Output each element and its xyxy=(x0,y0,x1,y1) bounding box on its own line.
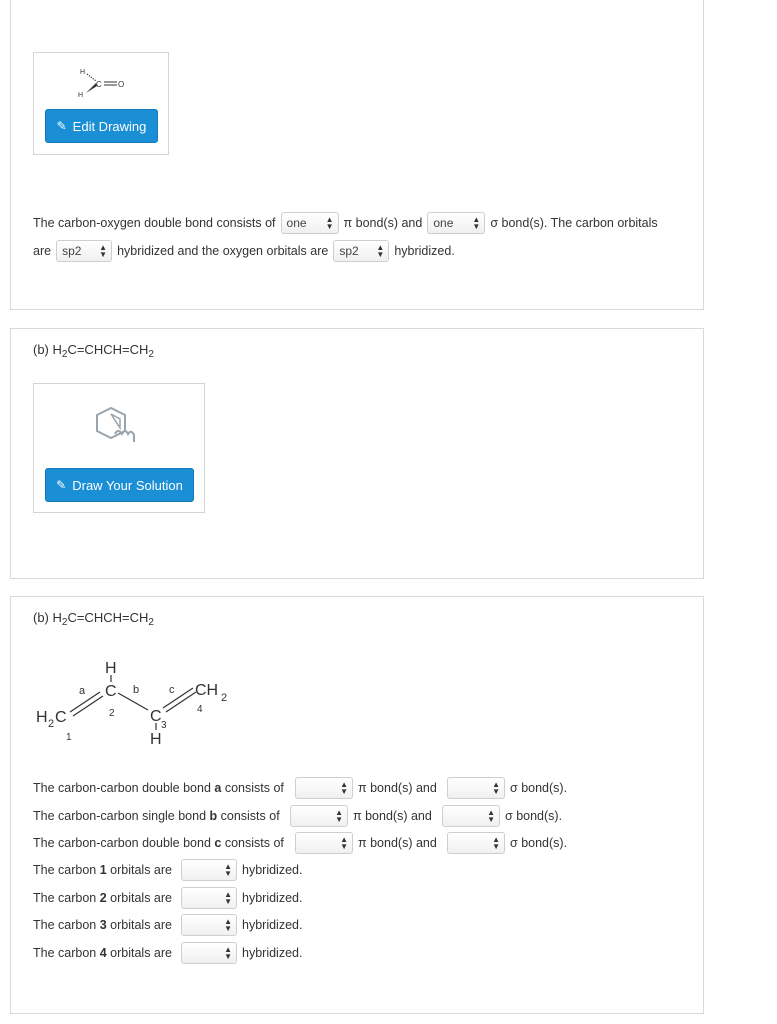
carbon-hybridization-row xyxy=(33,858,302,882)
carbon-text-post: orbitals are xyxy=(106,945,172,960)
carbon-2-h: H xyxy=(105,660,117,677)
edit-drawing-button[interactable] xyxy=(45,109,158,143)
select-arrows-icon: ▲ ▼ xyxy=(224,862,232,878)
carbon-text-post: orbitals are xyxy=(106,890,172,905)
bond-question-text xyxy=(33,809,285,823)
select-arrows-icon: ▲ ▼ xyxy=(340,835,348,851)
carbon-1-h: H xyxy=(36,709,48,726)
part-a-question-1 xyxy=(33,211,658,235)
bond-question-row xyxy=(33,804,562,828)
select-arrows-icon: ▲ ▼ xyxy=(492,835,500,851)
carbon-hybridization-row xyxy=(33,913,302,937)
carbon-hybridization-row xyxy=(33,941,302,965)
c-o-sigma-bond-select[interactable]: one ▲ ▼ xyxy=(427,212,485,234)
part-b-draw-title: (b) $H_2C=CHCH=CH_2$ xyxy=(33,342,154,360)
pi-bond-count-select[interactable] xyxy=(295,832,353,854)
carbon-text-pre: The carbon xyxy=(33,863,100,877)
carbon-1-sub: 2 xyxy=(48,718,55,730)
select-arrows-icon: ▲ ▼ xyxy=(224,889,232,906)
carbon-text-pre: The carbon xyxy=(33,890,100,905)
bond-question-row xyxy=(33,831,567,855)
sigma-bond-label: σ bond(s). xyxy=(505,808,563,823)
molecule-oxygen: O xyxy=(118,80,125,89)
select-arrows-icon: ▲ ▼ xyxy=(335,807,343,824)
carbon-hybridization-select[interactable] xyxy=(181,887,237,909)
bond-letter: a xyxy=(214,781,222,795)
select-arrows-icon: ▲ ▼ xyxy=(99,243,108,259)
bond-label-a: a xyxy=(79,685,86,697)
formaldehyde-structure xyxy=(34,53,170,103)
carbon-number: 4 xyxy=(99,945,107,960)
pi-bond-label: π bond(s) and xyxy=(353,808,432,823)
q1-text-3: σ bond(s). The carbon orbitals xyxy=(490,216,658,230)
bond-text-post: consists of xyxy=(221,836,284,850)
part-a-panel xyxy=(10,0,704,310)
c-o-pi-bond-select[interactable]: one ▲ ▼ xyxy=(281,212,339,234)
bond-label-b: b xyxy=(133,684,140,696)
part-b-question-title: (b) $H_2C=CHCH=CH_2$ xyxy=(33,610,154,628)
bond-label-c: c xyxy=(169,684,175,696)
molecule-carbon: C xyxy=(96,80,102,89)
carbon-text-pre: The carbon xyxy=(33,945,100,960)
oxygen-hybridization-select[interactable]: sp2 ▲ ▼ xyxy=(333,240,389,262)
draw-molecule-icon xyxy=(91,404,151,454)
carbon-question-text xyxy=(33,918,176,932)
carbon-2-number: 2 xyxy=(109,708,115,719)
carbon-4-number: 4 xyxy=(197,704,203,715)
sigma-bond-label: σ bond(s). xyxy=(510,781,568,795)
bond-letter: b xyxy=(209,808,218,823)
select-arrows-icon: ▲ ▼ xyxy=(472,215,481,231)
carbon-hybridization-select[interactable] xyxy=(181,859,237,881)
carbon-1-number: 1 xyxy=(66,732,72,743)
draw-your-solution-button[interactable] xyxy=(45,468,194,502)
part-b-drawing-box xyxy=(33,383,205,513)
butadiene-structure xyxy=(30,655,270,755)
bond-letter: c xyxy=(214,836,222,850)
carbon-3-c: C xyxy=(150,708,162,725)
select-arrows-icon: ▲ ▼ xyxy=(487,807,495,824)
q2-text-1: are xyxy=(33,244,52,258)
bond-text-pre: The carbon-carbon double bond xyxy=(33,836,215,850)
carbon-question-text xyxy=(33,946,176,960)
bond-text-post: consists of xyxy=(217,808,280,823)
part-a-question-2 xyxy=(33,239,455,263)
sigma-bond-label: σ bond(s). xyxy=(510,836,568,850)
molecule-h-bottom: H xyxy=(78,92,84,99)
edit-drawing-label: Edit Drawing xyxy=(72,118,147,134)
bond-question-text xyxy=(33,836,290,850)
carbon-2-c: C xyxy=(105,683,117,700)
carbon-text-post: orbitals are xyxy=(106,918,172,932)
carbon-hybridization-select[interactable]: sp2 ▲ ▼ xyxy=(56,240,112,262)
bond-question-text xyxy=(33,781,290,795)
pencil-icon: ✎ xyxy=(56,119,67,133)
pi-bond-label: π bond(s) and xyxy=(358,836,437,850)
carbon-number: 1 xyxy=(99,863,107,877)
carbon-number: 2 xyxy=(99,890,107,905)
bond-c-line-1 xyxy=(163,688,193,708)
select-arrows-icon: ▲ ▼ xyxy=(376,243,385,259)
q2-text-3: hybridized. xyxy=(394,244,455,258)
carbon-hybridization-select[interactable] xyxy=(181,942,237,964)
q2-text-2: hybridized and the oxygen orbitals are xyxy=(117,244,329,258)
select-arrows-icon: ▲ ▼ xyxy=(492,780,500,796)
q1-text-1: The carbon-oxygen double bond consists of xyxy=(33,216,276,230)
select-arrows-icon: ▲ ▼ xyxy=(224,944,232,961)
select-arrows-icon: ▲ ▼ xyxy=(340,780,348,796)
pencil-icon: ✎ xyxy=(56,478,67,492)
carbon-question-text xyxy=(33,891,176,905)
carbon-3-h: H xyxy=(150,731,162,748)
part-a-drawing-box xyxy=(33,52,169,155)
carbon-4-ch: CH xyxy=(195,682,219,699)
molecule-h-top: H xyxy=(80,69,86,76)
carbon-text-pre: The carbon xyxy=(33,918,100,932)
bond-text-pre: The carbon-carbon single bond xyxy=(33,808,210,823)
sigma-bond-count-select[interactable] xyxy=(447,777,505,799)
draw-solution-label: Draw Your Solution xyxy=(72,477,183,493)
carbon-number: 3 xyxy=(99,918,107,932)
bond-text-post: consists of xyxy=(221,781,284,795)
bond-a-line-2 xyxy=(73,696,103,716)
select-arrows-icon: ▲ ▼ xyxy=(325,215,334,231)
carbon-1-c: C xyxy=(55,709,67,726)
q1-text-2: π bond(s) and xyxy=(343,216,423,230)
sigma-bond-count-select[interactable] xyxy=(447,832,505,854)
carbon-hybridization-select[interactable] xyxy=(181,914,237,936)
pi-bond-count-select[interactable] xyxy=(295,777,353,799)
sigma-bond-count-select[interactable] xyxy=(442,805,500,827)
carbon-hybridization-row xyxy=(33,886,302,910)
carbon-4-sub: 2 xyxy=(221,692,228,704)
hybridized-label: hybridized. xyxy=(242,918,303,932)
carbon-question-text xyxy=(33,863,176,877)
hybridized-label: hybridized. xyxy=(242,945,303,960)
pi-bond-label: π bond(s) and xyxy=(358,781,437,795)
hash-bond xyxy=(87,74,96,81)
bond-question-row xyxy=(33,776,567,800)
pi-bond-count-select[interactable] xyxy=(290,805,348,827)
carbon-3-number: 3 xyxy=(161,720,167,731)
hybridized-label: hybridized. xyxy=(242,863,303,877)
bond-text-pre: The carbon-carbon double bond xyxy=(33,781,215,795)
carbon-text-post: orbitals are xyxy=(106,863,172,877)
select-arrows-icon: ▲ ▼ xyxy=(224,917,232,933)
hybridized-label: hybridized. xyxy=(242,890,303,905)
